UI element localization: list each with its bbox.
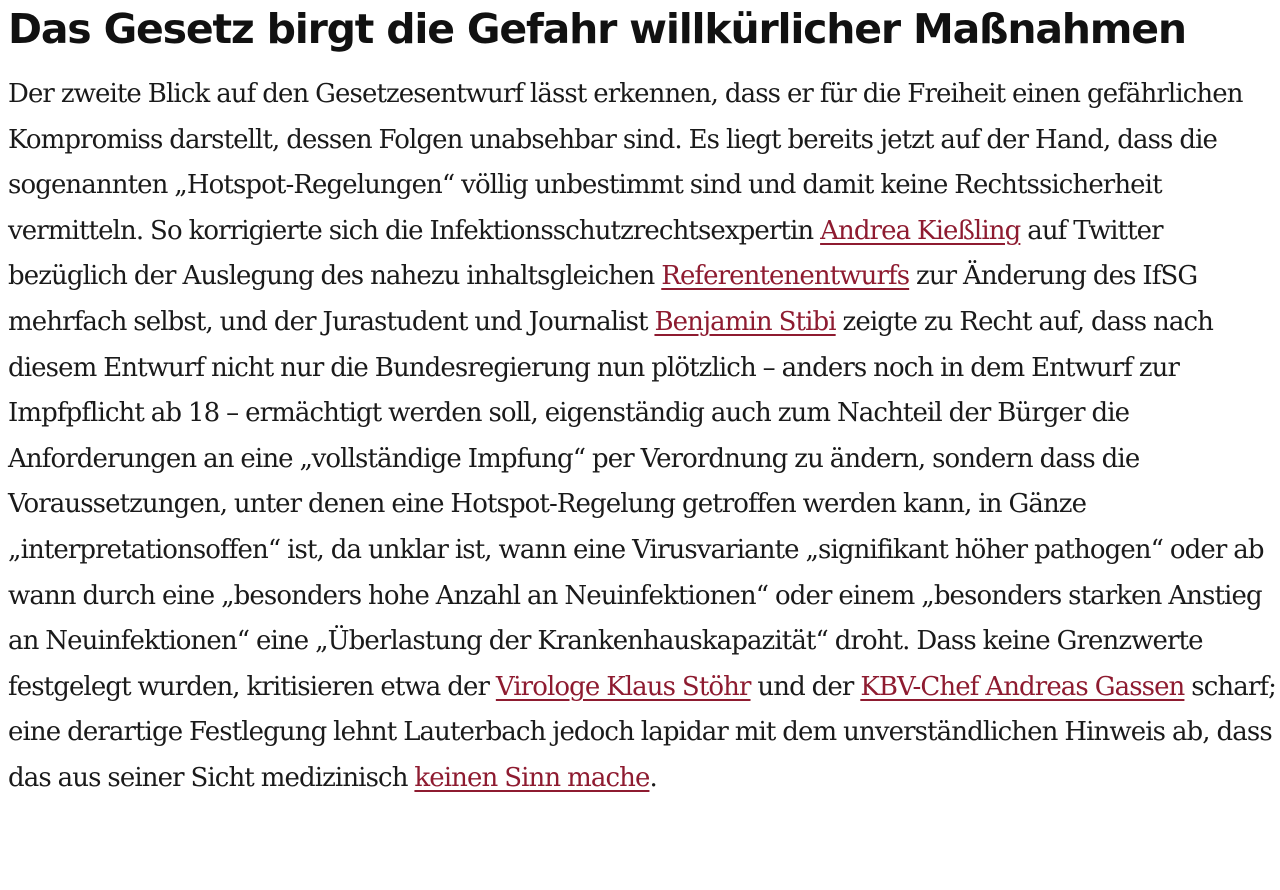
article-section xyxy=(8,0,1280,802)
paragraph-text: auf Twitter bezüglich der Auslegung des nahezu inhaltsgleichen xyxy=(8,215,1163,292)
paragraph-text: . xyxy=(649,762,657,793)
paragraph-text: Der zweite Blick auf den Gesetzesentwurf lässt erkennen, dass er für die Freiheit einen gefährlichen Kompromiss darstellt, dessen Folgen unabsehbar sind. Es liegt bereits jetzt auf der Hand, dass die sogenannten „Hotspot-Regelungen“ völlig unbestimmt sind und damit keine Rechtssicherheit vermitteln. So korrigierte sich die Infektionsschutzrechtsexpertin xyxy=(8,79,1243,246)
link-andrea-kiessling[interactable]: Andrea Kießling xyxy=(820,215,1021,246)
paragraph-text: zeigte zu Recht auf, dass nach diesem Entwurf nicht nur die Bundesregierung nun plötzlich – anders noch in dem Entwurf zur Impfpflicht ab 18 – ermächtigt werden soll, eigenständig auch zum Nachteil der Bürger die Anforderungen an eine „vollständige Impfung“ per Verordnung zu ändern, sondern dass die Voraussetzungen, unter denen eine Hotspot-Regelung getroffen werden kann, in Gänze „interpretationsoffen“ ist, da unklar ist, wann eine Virusvariante „signifikant höher pathogen“ oder ab wann durch eine „besonders hohe Anzahl an Neuinfektionen“ oder einem „besonders starken Anstieg an Neuinfektionen“ eine „Überlastung der Krankenhauskapazität“ droht. Dass keine Grenzwerte festgelegt wurden, kritisieren etwa der xyxy=(8,306,1264,702)
paragraph-text: zur Änderung des IfSG mehrfach selbst, und der Jurastudent und Journalist xyxy=(8,261,1198,337)
section-heading: Das Gesetz birgt die Gefahr willkürlicher Maßnahmen xyxy=(8,5,1186,53)
link-referentenentwurf[interactable]: Referentenentwurfs xyxy=(661,261,910,292)
article-paragraph xyxy=(8,72,1280,802)
link-virologe-klaus-stoehr[interactable]: Virologe Klaus Stöhr xyxy=(495,671,751,702)
link-keinen-sinn-mache[interactable]: keinen Sinn mache xyxy=(414,762,650,793)
link-kbv-chef-andreas-gassen[interactable]: KBV-Chef Andreas Gassen xyxy=(860,671,1185,702)
paragraph-text: scharf; eine derartige Festlegung lehnt Lauterbach jedoch lapidar mit dem unverständlichen Hinweis ab, dass das aus seiner Sicht medizinisch xyxy=(8,671,1276,793)
link-benjamin-stibi[interactable]: Benjamin Stibi xyxy=(654,306,836,337)
paragraph-text: und der xyxy=(750,671,861,702)
